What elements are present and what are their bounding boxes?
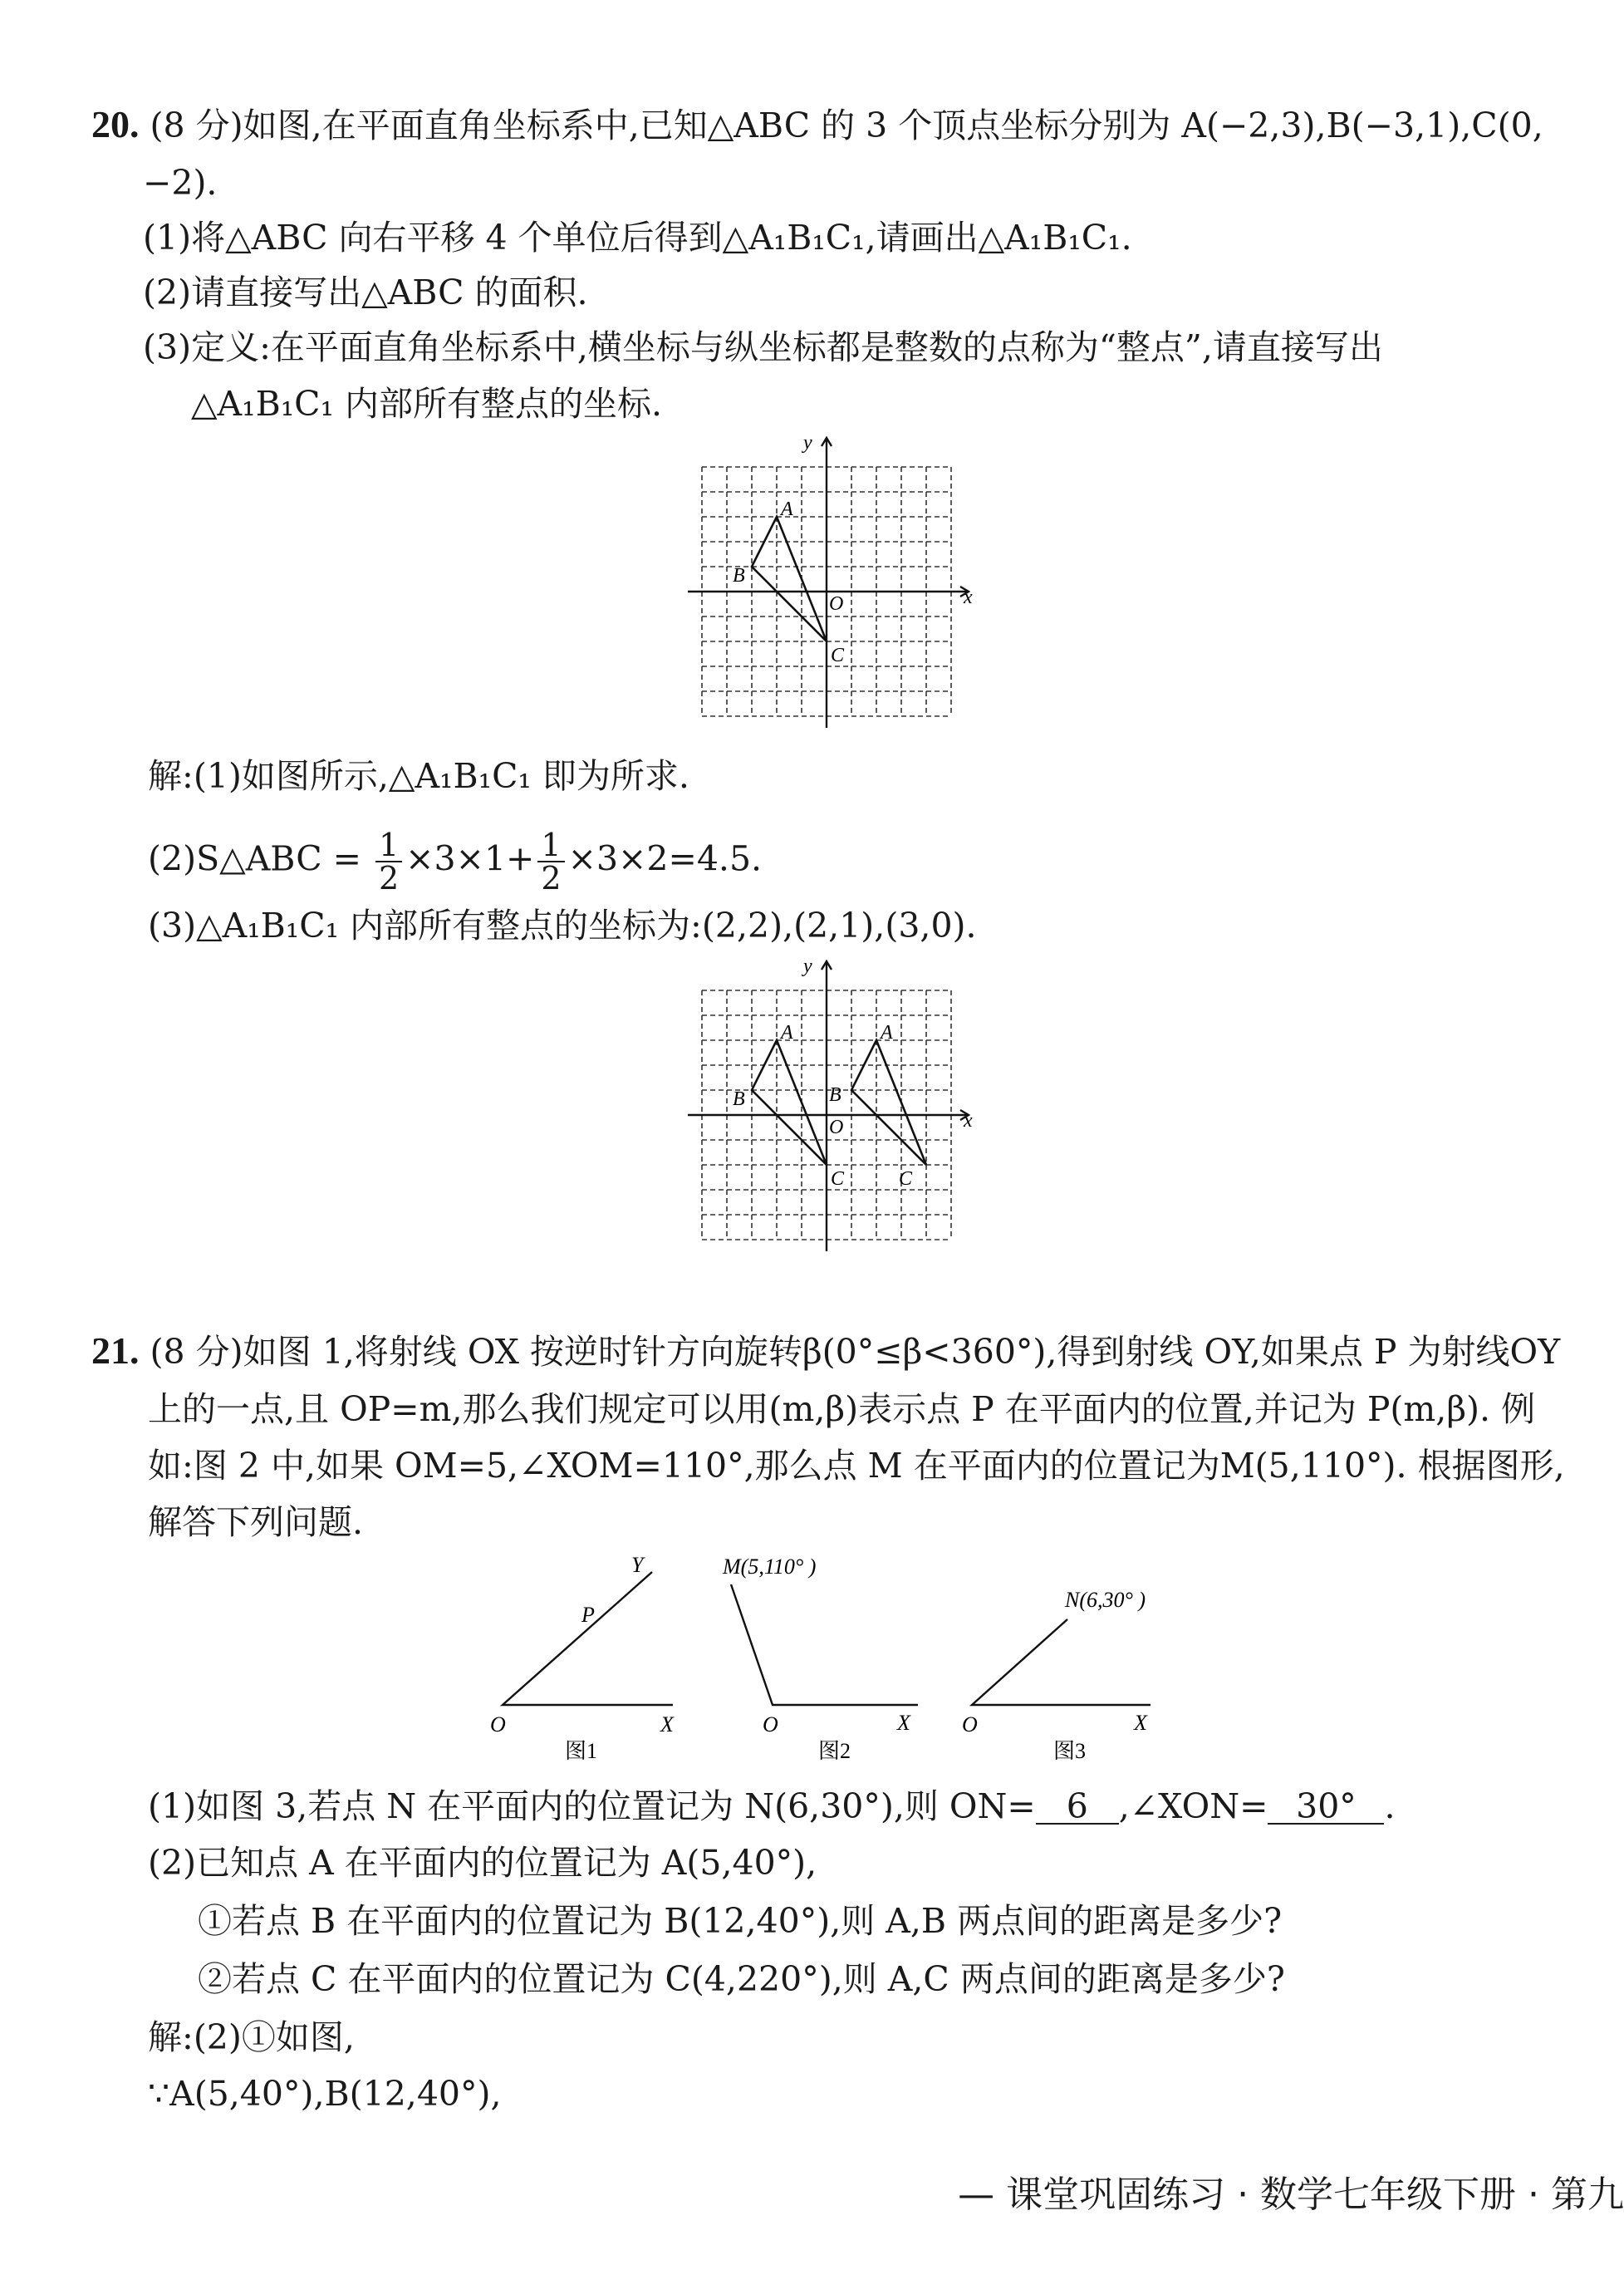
q21-part1-c: . xyxy=(1384,1786,1396,1826)
q21-answer-on: 6 xyxy=(1036,1790,1119,1825)
q20-part2: (2)请直接写出△ABC 的面积. xyxy=(143,273,588,312)
q20-y-label: y xyxy=(803,432,812,454)
q21-part1-b: ,∠XON= xyxy=(1118,1786,1268,1826)
fig1-label-y: Y xyxy=(631,1553,644,1577)
q20-label-c: C xyxy=(831,645,845,666)
fig1-label-p: P xyxy=(581,1603,595,1627)
q20-figure-grid xyxy=(681,432,980,731)
q21-part2-i: ①若点 B 在平面内的位置记为 B(12,40°),则 A,B 两点间的距离是多少? xyxy=(198,1901,1283,1941)
q20b-label-a1: A xyxy=(881,1022,893,1044)
q20-number: 20. xyxy=(91,103,140,145)
q20-solution-2-prefix: (2)S△ABC = xyxy=(148,838,372,879)
q20-label-a: A xyxy=(781,499,793,520)
fraction-denominator: 2 xyxy=(378,860,400,896)
fig2-label-o: O xyxy=(763,1712,778,1736)
q20-header-cont: −2). xyxy=(143,163,218,203)
q21-solution-b: ∵A(5,40°),B(12,40°), xyxy=(148,2074,502,2114)
q21-part2: (2)已知点 A 在平面内的位置记为 A(5,40°), xyxy=(148,1843,817,1883)
fig1-label-o: O xyxy=(490,1712,506,1736)
q20b-label-c: C xyxy=(831,1168,845,1190)
q20-answer-figure xyxy=(681,955,980,1255)
fig2-caption: 图2 xyxy=(818,1739,851,1763)
q21-part1 xyxy=(148,1786,1396,1826)
q21-line-4: 解答下列问题. xyxy=(148,1502,364,1542)
q20-solution-3: (3)△A₁B₁C₁ 内部所有整点的坐标为:(2,2),(2,1),(3,0). xyxy=(148,906,977,946)
q21-solution-a: 解:(2)①如图, xyxy=(148,2017,355,2057)
q21-line-3: 如:图 2 中,如果 OM=5,∠XOM=110°,那么点 M 在平面内的位置记为M(5,110°). 根据图形, xyxy=(148,1446,1565,1486)
fig3-label-o: O xyxy=(962,1712,978,1736)
q21-number: 21. xyxy=(91,1329,140,1372)
q20-solution-2-end: ×3×2=4.5. xyxy=(567,838,763,879)
q20-solution-2-mid: ×3×1+ xyxy=(405,838,535,879)
q20-x-label: x xyxy=(964,587,973,608)
q21-part2-ii: ②若点 C 在平面内的位置记为 C(4,220°),则 A,C 两点间的距离是多少? xyxy=(198,1959,1285,1999)
q20-header-text: (8 分)如图,在平面直角坐标系中,已知△ABC 的 3 个顶点坐标分别为 A(−2,3),B(−3,1),C(0, xyxy=(150,106,1543,145)
fraction-denominator-2: 2 xyxy=(541,860,562,896)
q21-answer-angle: 30° xyxy=(1268,1790,1384,1825)
q20-part3-cont: △A₁B₁C₁ 内部所有整点的坐标. xyxy=(191,384,663,424)
q20b-label-a: A xyxy=(781,1022,793,1044)
fig3-caption: 图3 xyxy=(1053,1739,1087,1763)
fig1-caption: 图1 xyxy=(565,1739,598,1763)
q20-header xyxy=(91,105,1543,145)
q20b-label-b1: B xyxy=(829,1084,841,1106)
q20b-label-c1: C xyxy=(899,1168,913,1190)
q20-part3: (3)定义:在平面直角坐标系中,横坐标与纵坐标都是整数的点称为“整点”,请直接写出 xyxy=(143,327,1383,367)
q20b-label-b: B xyxy=(733,1088,745,1110)
q20-solution-1: 解:(1)如图所示,△A₁B₁C₁ 即为所求. xyxy=(148,756,689,796)
page-footer: — 课堂巩固练习 · 数学七年级下册 · 第九 xyxy=(958,2174,1624,2216)
fig2-label-m: M(5,110° ) xyxy=(723,1555,817,1579)
fig2-label-x: X xyxy=(897,1711,910,1735)
q21-line-2: 上的一点,且 OP=m,那么我们规定可以用(m,β)表示点 P 在平面内的位置,并记为 P(m,β). 例 xyxy=(148,1389,1536,1429)
q20-label-o: O xyxy=(829,593,844,615)
fraction-numerator-2: 1 xyxy=(537,829,564,862)
fraction-half-2 xyxy=(537,829,564,894)
fig3-label-n: N(6,30° ) xyxy=(1065,1588,1146,1612)
q20b-y-label: y xyxy=(803,955,812,977)
q20-solution-2 xyxy=(148,829,762,894)
fig3-label-x: X xyxy=(1134,1711,1147,1735)
q20b-x-label: x xyxy=(964,1110,973,1132)
q20-label-b: B xyxy=(733,565,745,587)
fraction-numerator: 1 xyxy=(375,829,402,862)
q20b-label-o: O xyxy=(829,1117,844,1138)
q21-line-1 xyxy=(91,1331,1560,1372)
fig1-label-x: X xyxy=(660,1712,674,1736)
q20-part1: (1)将△ABC 向右平移 4 个单位后得到△A₁B₁C₁,请画出△A₁B₁C₁. xyxy=(143,218,1132,258)
q21-line-1-text: (8 分)如图 1,将射线 OX 按逆时针方向旋转β(0°≤β<360°),得到射线 OY,如果点 P 为射线OY xyxy=(150,1332,1561,1372)
fraction-half xyxy=(375,829,402,894)
q21-figures xyxy=(482,1547,1213,1771)
q21-part1-a: (1)如图 3,若点 N 在平面内的位置记为 N(6,30°),则 ON= xyxy=(148,1786,1036,1826)
